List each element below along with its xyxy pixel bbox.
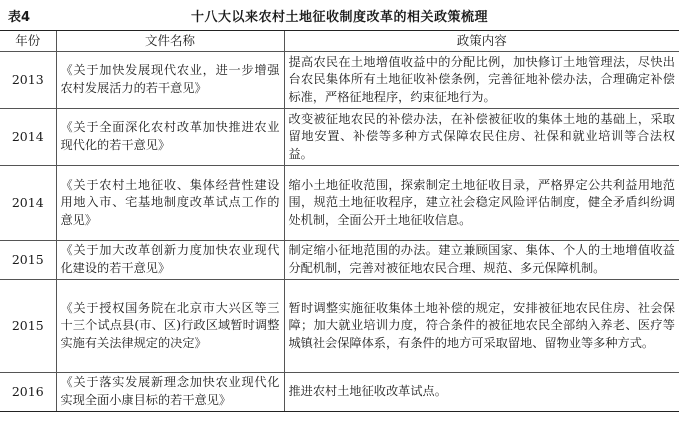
document-cell: 《关于农村土地征收、集体经营性建设用地入市、宅基地制度改革试点工作的意见》	[56, 166, 284, 241]
content-cell: 提高农民在土地增值收益中的分配比例，加快修订土地管理法，尽快出台农民集体所有土地征收补偿条例，完善征地补偿办法，合理确定补偿标准，严格征地程序，约束征地行为。	[284, 52, 679, 109]
table-label: 表4	[8, 10, 31, 25]
header-year: 年份	[0, 31, 56, 52]
content-cell: 制定缩小征地范围的办法。建立兼顾国家、集体、个人的土地增值收益分配机制，完善对被征地农民合理、规范、多元保障机制。	[284, 241, 679, 280]
table-row	[0, 373, 679, 412]
document-cell: 《关于落实发展新理念加快农业现代化实现全面小康目标的若干意见》	[56, 373, 284, 412]
document-cell: 《关于授权国务院在北京市大兴区等三十三个试点县(市、区)行政区域暂时调整实施有关法律规定的决定》	[56, 280, 284, 373]
document-cell: 《关于加大改革创新力度加快农业现代化建设的若干意见》	[56, 241, 284, 280]
header-content: 政策内容	[284, 31, 679, 52]
year-cell: 2013	[0, 52, 56, 109]
policy-table	[0, 30, 679, 412]
year-cell: 2014	[0, 109, 56, 166]
document-cell: 《关于全面深化农村改革加快推进农业现代化的若干意见》	[56, 109, 284, 166]
document-cell: 《关于加快发展现代农业，进一步增强农村发展活力的若干意见》	[56, 52, 284, 109]
content-cell: 改变被征地农民的补偿办法，在补偿被征收的集体土地的基础上，采取留地安置、补偿等多种方式保障农民住房、社保和就业培训等合法权益。	[284, 109, 679, 166]
table-row	[0, 166, 679, 241]
year-cell: 2015	[0, 241, 56, 280]
table-header-row	[0, 31, 679, 52]
table-row	[0, 280, 679, 373]
content-cell: 推进农村土地征收改革试点。	[284, 373, 679, 412]
table-row	[0, 52, 679, 109]
year-cell: 2016	[0, 373, 56, 412]
year-cell: 2014	[0, 166, 56, 241]
table-title: 十八大以来农村土地征收制度改革的相关政策梳理	[190, 10, 488, 25]
content-cell: 暂时调整实施征收集体土地补偿的规定，安排被征地农民住房、社会保障；加大就业培训力度，符合条件的被征地农民全部纳入养老、医疗等城镇社会保障体系，有条件的地方可采取留地、留物业等多种方式。	[284, 280, 679, 373]
year-cell: 2015	[0, 280, 56, 373]
content-cell: 缩小土地征收范围，探索制定土地征收目录，严格界定公共利益用地范围，规范土地征收程序，建立社会稳定风险评估制度，健全矛盾纠纷调处机制，全面公开土地征收信息。	[284, 166, 679, 241]
table-row	[0, 241, 679, 280]
table-caption	[0, 0, 679, 30]
header-document: 文件名称	[56, 31, 284, 52]
table-row	[0, 109, 679, 166]
